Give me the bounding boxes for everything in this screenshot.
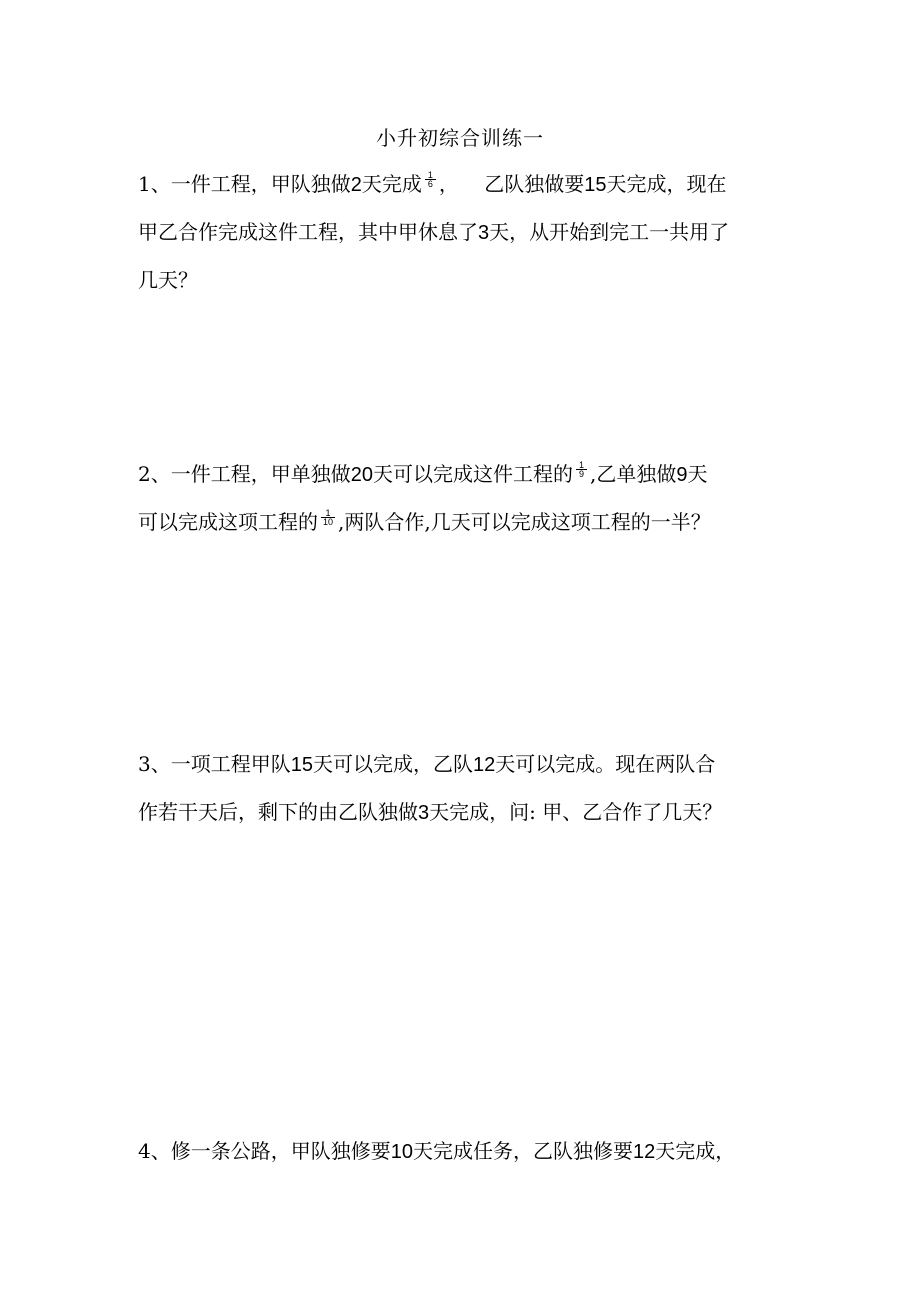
text: 天完成任务，乙队独修要 [412, 1139, 633, 1163]
problem-1 [138, 160, 788, 304]
problem-2 [138, 450, 788, 546]
text: 1、一件工程，甲队独做 [138, 172, 351, 196]
text: 天可以完成。现在两队合 [495, 752, 716, 776]
number: 3 [478, 222, 490, 244]
text: 天完成，问: 甲、乙合作了几天？ [429, 800, 723, 824]
problem-2-line-1 [138, 450, 788, 498]
problem-4 [138, 1127, 788, 1175]
number: 15 [584, 174, 607, 196]
text: ， 乙队独做要 [438, 172, 585, 196]
text: ,乙单独做 [589, 462, 677, 486]
problem-3-line-1 [138, 740, 788, 788]
numerator: 1 [325, 508, 331, 518]
page-title: 小升初综合训练一 [376, 126, 544, 150]
fraction [577, 461, 586, 478]
text: 2、一件工程，甲单独做 [138, 462, 351, 486]
problem-1-line-3 [138, 256, 788, 304]
problem-3-line-2 [138, 788, 788, 836]
problem-1-line-2 [138, 208, 788, 256]
number: 12 [472, 754, 496, 776]
numerator: 1 [427, 170, 433, 180]
number: 20 [350, 464, 373, 486]
fraction [426, 171, 435, 188]
problem-1-line-1 [138, 160, 788, 208]
problem-2-line-2 [138, 498, 788, 546]
text: 作若干天后，剩下的由乙队独做 [138, 800, 418, 824]
denominator: 10 [323, 517, 334, 527]
text: 可以完成这项工程的 [138, 510, 318, 534]
number: 12 [632, 1141, 656, 1163]
text: 天可以完成，乙队 [312, 752, 473, 776]
text: 天完成，现在 [606, 172, 727, 196]
text: 几天？ [138, 268, 198, 292]
problem-3 [138, 740, 788, 836]
denominator: 6 [427, 179, 433, 189]
number: 10 [390, 1141, 413, 1163]
text: 天，从开始到完工一共用了 [489, 220, 730, 244]
text: 3、一项工程甲队 [138, 752, 291, 776]
text: ,两队合作,几天可以完成这项工程的一半？ [338, 510, 711, 534]
number: 2 [350, 174, 362, 196]
text: 天完成 [361, 172, 422, 196]
number: 3 [418, 802, 430, 824]
fraction [322, 509, 334, 526]
problem-4-line-1 [138, 1127, 788, 1175]
text: 甲乙合作完成这件工程，其中甲休息了 [138, 220, 478, 244]
text: 天 [687, 462, 708, 486]
numerator: 1 [578, 460, 584, 470]
text: 天可以完成这件工程的 [372, 462, 573, 486]
number: 9 [676, 464, 688, 486]
denominator: 9 [578, 469, 584, 479]
text: 4、修一条公路，甲队独修要 [138, 1139, 391, 1163]
number: 15 [290, 754, 313, 776]
text: 天完成， [655, 1139, 736, 1163]
